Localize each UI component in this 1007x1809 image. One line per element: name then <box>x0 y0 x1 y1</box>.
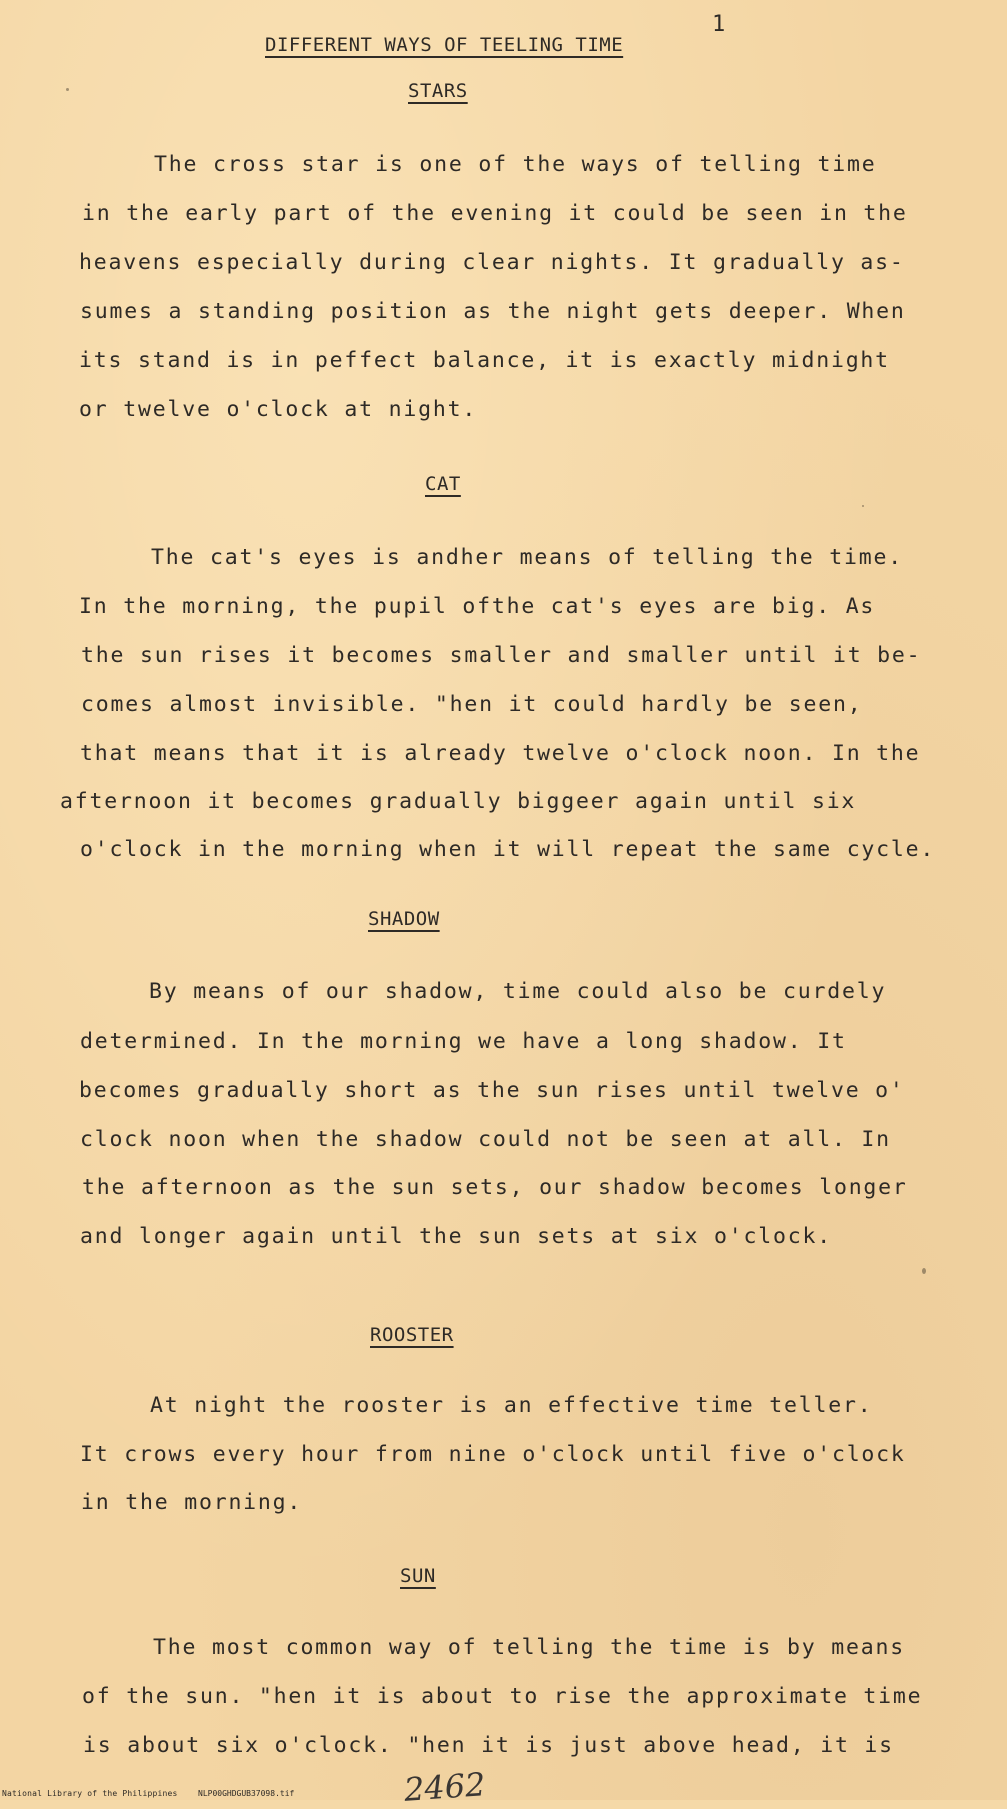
paper-speck <box>922 1268 926 1274</box>
section-heading-cat: CAT <box>425 473 461 495</box>
document-title: DIFFERENT WAYS OF TEELING TIME <box>265 34 624 56</box>
paragraph-line: determined. In the morning we have a long shadow. It <box>80 1029 847 1054</box>
paragraph-line: of the sun. "hen it is about to rise the approximate time <box>82 1684 923 1709</box>
paper-speck <box>66 88 69 91</box>
paragraph-line: heavens especially during clear nights. It gradually as- <box>79 250 905 275</box>
paragraph-line: By means of our shadow, time could also be curdely <box>149 979 887 1004</box>
handwritten-page-number: 2462 <box>402 1765 487 1809</box>
paragraph-line: o'clock in the morning when it will repeat the same cycle. <box>80 837 936 862</box>
section-heading-rooster: ROOSTER <box>370 1324 454 1346</box>
paragraph-line: sumes a standing position as the night gets deeper. When <box>80 299 906 324</box>
paragraph-line: clock noon when the shadow could not be seen at all. In <box>80 1127 891 1152</box>
paragraph-line: or twelve o'clock at night. <box>79 397 478 422</box>
paragraph-line: In the morning, the pupil ofthe cat's eyes are big. As <box>79 594 876 619</box>
paragraph-line: the sun rises it becomes smaller and smaller until it be- <box>81 643 922 668</box>
paragraph-line: The cross star is one of the ways of telling time <box>154 152 877 177</box>
paragraph-line: At night the rooster is an effective time teller. <box>150 1393 873 1418</box>
page-number: 1 <box>712 12 726 37</box>
paragraph-line: comes almost invisible. "hen it could hardly be seen, <box>81 692 863 717</box>
paragraph-line: the afternoon as the sun sets, our shadow becomes longer <box>82 1175 908 1200</box>
paragraph-line: The most common way of telling the time is by means <box>153 1635 905 1660</box>
paragraph-line: in the early part of the evening it could be seen in the <box>82 201 908 226</box>
paragraph-line: It crows every hour from nine o'clock until five o'clock <box>80 1442 906 1467</box>
section-heading-stars: STARS <box>408 80 468 102</box>
section-heading-shadow: SHADOW <box>368 908 440 930</box>
paragraph-line: afternoon it becomes gradually biggeer again until six <box>60 789 857 814</box>
section-heading-sun: SUN <box>400 1565 436 1587</box>
footer-library-label: National Library of the Philippines <box>2 1789 178 1798</box>
footer-file-id: NLP00GHDGUB37098.tif <box>198 1789 295 1798</box>
paragraph-line: and longer again until the sun sets at six o'clock. <box>80 1224 832 1249</box>
paragraph-line: in the morning. <box>81 1490 303 1515</box>
paragraph-line: becomes gradually short as the sun rises until twelve o' <box>79 1078 905 1103</box>
paragraph-line: is about six o'clock. "hen it is just above head, it is <box>83 1733 894 1758</box>
paragraph-line: that means that it is already twelve o'clock noon. In the <box>80 741 921 766</box>
paragraph-line: its stand is in peffect balance, it is exactly midnight <box>79 348 890 373</box>
paper-speck <box>862 505 864 507</box>
paragraph-line: The cat's eyes is andher means of telling the time. <box>151 545 903 570</box>
